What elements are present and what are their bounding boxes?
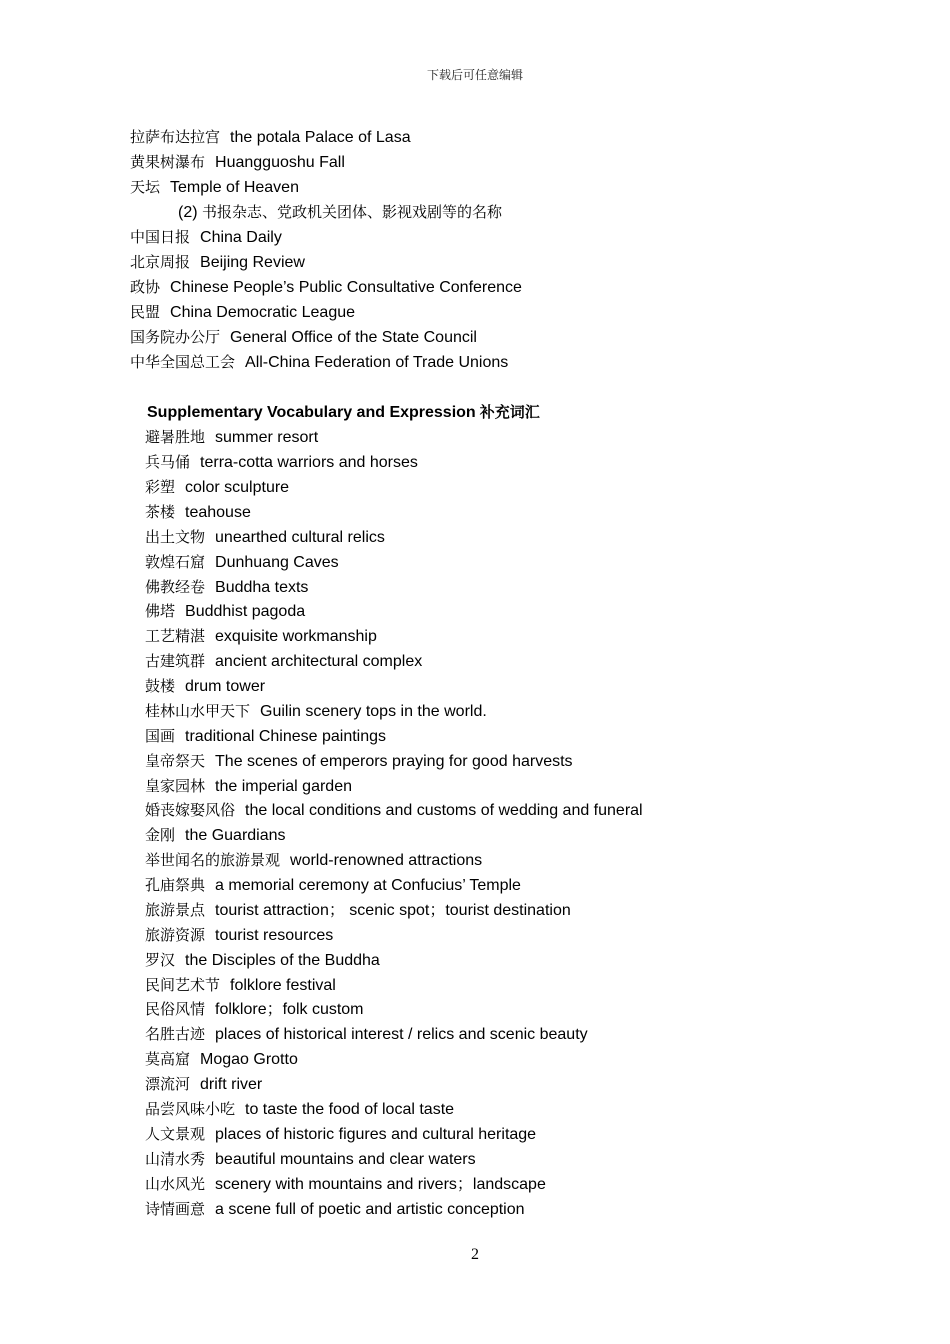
term-en: China Democratic League	[170, 304, 356, 321]
vocab-en: the local conditions and customs of wedding and funeral	[245, 802, 643, 819]
vocab-zh: 出土文物	[145, 528, 206, 546]
vocab-en: a scene full of poetic and artistic conception	[215, 1201, 525, 1218]
vocab-zh: 金刚	[145, 826, 176, 844]
vocab-en: places of historic figures and cultural heritage	[215, 1126, 537, 1143]
term-row	[130, 352, 508, 373]
vocab-en: unearthed cultural relics	[215, 529, 385, 546]
vocab-row	[145, 1024, 588, 1045]
page-number: 2	[471, 1246, 479, 1263]
term-zh: 国务院办公厅	[130, 328, 221, 346]
vocab-zh: 古建筑群	[145, 652, 206, 670]
vocab-en: places of historical interest / relics and scenic beauty	[215, 1026, 588, 1043]
vocab-row	[145, 925, 333, 946]
vocab-en: beautiful mountains and clear waters	[215, 1151, 476, 1168]
vocab-en: The scenes of emperors praying for good harvests	[215, 753, 573, 770]
vocab-en: exquisite workmanship	[215, 628, 377, 645]
term-row	[130, 127, 411, 148]
vocab-zh: 民间艺术节	[145, 976, 221, 994]
term-en: General Office of the State Council	[230, 329, 477, 346]
vocab-row	[145, 1149, 476, 1170]
vocab-en: the Disciples of the Buddha	[185, 952, 380, 969]
vocab-row	[145, 950, 380, 971]
vocab-zh: 避暑胜地	[145, 428, 206, 446]
vocab-zh: 山水风光	[145, 1175, 206, 1193]
vocab-zh: 莫高窟	[145, 1050, 191, 1068]
term-row	[130, 302, 355, 323]
vocab-row	[145, 975, 336, 996]
vocab-row	[145, 999, 364, 1020]
vocab-zh: 桂林山水甲天下	[145, 702, 251, 720]
term-zh: 中华全国总工会	[130, 353, 236, 371]
page-header: 下载后可任意编辑	[426, 68, 523, 82]
vocab-en: a memorial ceremony at Confucius’ Temple	[215, 877, 521, 894]
vocab-en: Buddhist pagoda	[185, 603, 306, 620]
vocab-row	[145, 900, 571, 921]
term-zh: 政协	[130, 278, 161, 296]
vocab-row	[145, 1099, 454, 1120]
vocab-row	[145, 502, 251, 523]
vocab-row	[145, 552, 339, 573]
vocab-zh: 旅游资源	[145, 926, 206, 944]
vocab-zh: 皇帝祭天	[145, 752, 206, 770]
term-en: the potala Palace of Lasa	[230, 129, 411, 146]
vocab-en: color sculpture	[185, 479, 290, 496]
vocab-row	[145, 1049, 298, 1070]
vocab-zh: 国画	[145, 727, 176, 745]
vocab-row	[145, 626, 377, 647]
vocab-zh: 鼓楼	[145, 677, 176, 695]
vocab-row	[145, 701, 487, 722]
vocab-row	[145, 427, 318, 448]
term-en: All-China Federation of Trade Unions	[245, 354, 509, 371]
vocab-zh: 工艺精湛	[145, 627, 206, 645]
vocab-row	[145, 651, 422, 672]
section-title-zh: 补充词汇	[479, 403, 540, 421]
term-zh: 民盟	[130, 303, 161, 321]
vocab-row	[145, 452, 418, 473]
vocab-zh: 兵马俑	[145, 453, 191, 471]
term-zh: 黄果树瀑布	[130, 153, 206, 171]
vocab-row	[145, 577, 308, 598]
term-en: Chinese People’s Public Consultative Conference	[170, 279, 522, 296]
vocab-zh: 罗汉	[145, 951, 176, 969]
vocab-row	[145, 825, 286, 846]
term-row	[130, 327, 477, 348]
vocab-en: to taste the food of local taste	[245, 1101, 455, 1118]
vocab-zh: 品尝风味小吃	[145, 1100, 236, 1118]
vocab-en: summer resort	[215, 429, 319, 446]
vocab-zh: 人文景观	[145, 1125, 206, 1143]
vocab-en: Mogao Grotto	[200, 1051, 298, 1068]
vocab-row	[145, 751, 573, 772]
vocab-en: drum tower	[185, 678, 266, 695]
vocab-en: traditional Chinese paintings	[185, 728, 387, 745]
vocab-zh: 孔庙祭典	[145, 876, 206, 894]
vocab-en: scenery with mountains and rivers；landscape	[215, 1176, 546, 1193]
vocab-zh: 敦煌石窟	[145, 553, 206, 571]
term-row	[130, 152, 345, 173]
section-title: Supplementary Vocabulary and Expression	[147, 404, 476, 421]
vocab-en: Buddha texts	[215, 579, 309, 596]
vocab-zh: 民俗风情	[145, 1000, 206, 1018]
vocab-row	[145, 726, 386, 747]
vocab-row	[145, 1124, 536, 1145]
vocab-row	[145, 676, 265, 697]
vocab-zh: 举世闻名的旅游景观	[145, 851, 281, 869]
vocab-row	[145, 776, 352, 797]
vocab-en: the imperial garden	[215, 778, 352, 795]
subheading-text: 书报杂志、党政机关团体、影视戏剧等的名称	[202, 203, 503, 221]
vocab-zh: 名胜古迹	[145, 1025, 206, 1043]
vocab-en: drift river	[200, 1076, 263, 1093]
term-zh: 天坛	[130, 178, 161, 196]
vocab-zh: 婚丧嫁娶风俗	[145, 801, 236, 819]
vocab-row	[145, 1174, 546, 1195]
section-heading	[145, 402, 540, 423]
vocab-row	[145, 1074, 262, 1095]
vocab-zh: 漂流河	[145, 1075, 191, 1093]
vocab-zh: 旅游景点	[145, 901, 206, 919]
subheading-number: (2)	[178, 204, 198, 221]
vocab-en: terra-cotta warriors and horses	[200, 454, 418, 471]
vocab-en: world-renowned attractions	[290, 852, 483, 869]
vocab-zh: 皇家园林	[145, 777, 206, 795]
vocab-zh: 彩塑	[145, 478, 176, 496]
vocab-zh: 茶楼	[145, 503, 176, 521]
vocab-zh: 佛教经卷	[145, 578, 206, 596]
term-en: China Daily	[200, 229, 282, 246]
term-row	[130, 227, 282, 248]
term-row	[130, 177, 299, 198]
term-zh: 中国日报	[130, 228, 191, 246]
vocab-row	[145, 601, 305, 622]
term-en: Huangguoshu Fall	[215, 154, 345, 171]
vocab-zh: 山清水秀	[145, 1150, 206, 1168]
vocab-en: ancient architectural complex	[215, 653, 423, 670]
term-row	[130, 252, 305, 273]
term-row	[130, 277, 522, 298]
term-en: Beijing Review	[200, 254, 305, 271]
vocab-en: Dunhuang Caves	[215, 554, 339, 571]
vocab-en: tourist attraction； scenic spot；tourist destination	[215, 902, 571, 919]
term-en: Temple of Heaven	[170, 179, 299, 196]
term-zh: 拉萨布达拉宫	[130, 128, 221, 146]
vocab-row	[145, 1199, 525, 1220]
vocab-row	[145, 477, 289, 498]
vocab-row	[145, 875, 521, 896]
vocab-en: folklore festival	[230, 977, 336, 994]
vocab-en: folklore；folk custom	[215, 1001, 364, 1018]
vocab-en: tourist resources	[215, 927, 334, 944]
vocab-zh: 佛塔	[145, 602, 176, 620]
vocab-zh: 诗情画意	[145, 1200, 206, 1218]
vocab-row	[145, 800, 643, 821]
subheading	[178, 202, 502, 223]
vocab-en: teahouse	[185, 504, 251, 521]
term-zh: 北京周报	[130, 253, 191, 271]
vocab-row	[145, 527, 385, 548]
vocab-en: Guilin scenery tops in the world.	[260, 703, 487, 720]
vocab-row	[145, 850, 482, 871]
vocab-en: the Guardians	[185, 827, 286, 844]
